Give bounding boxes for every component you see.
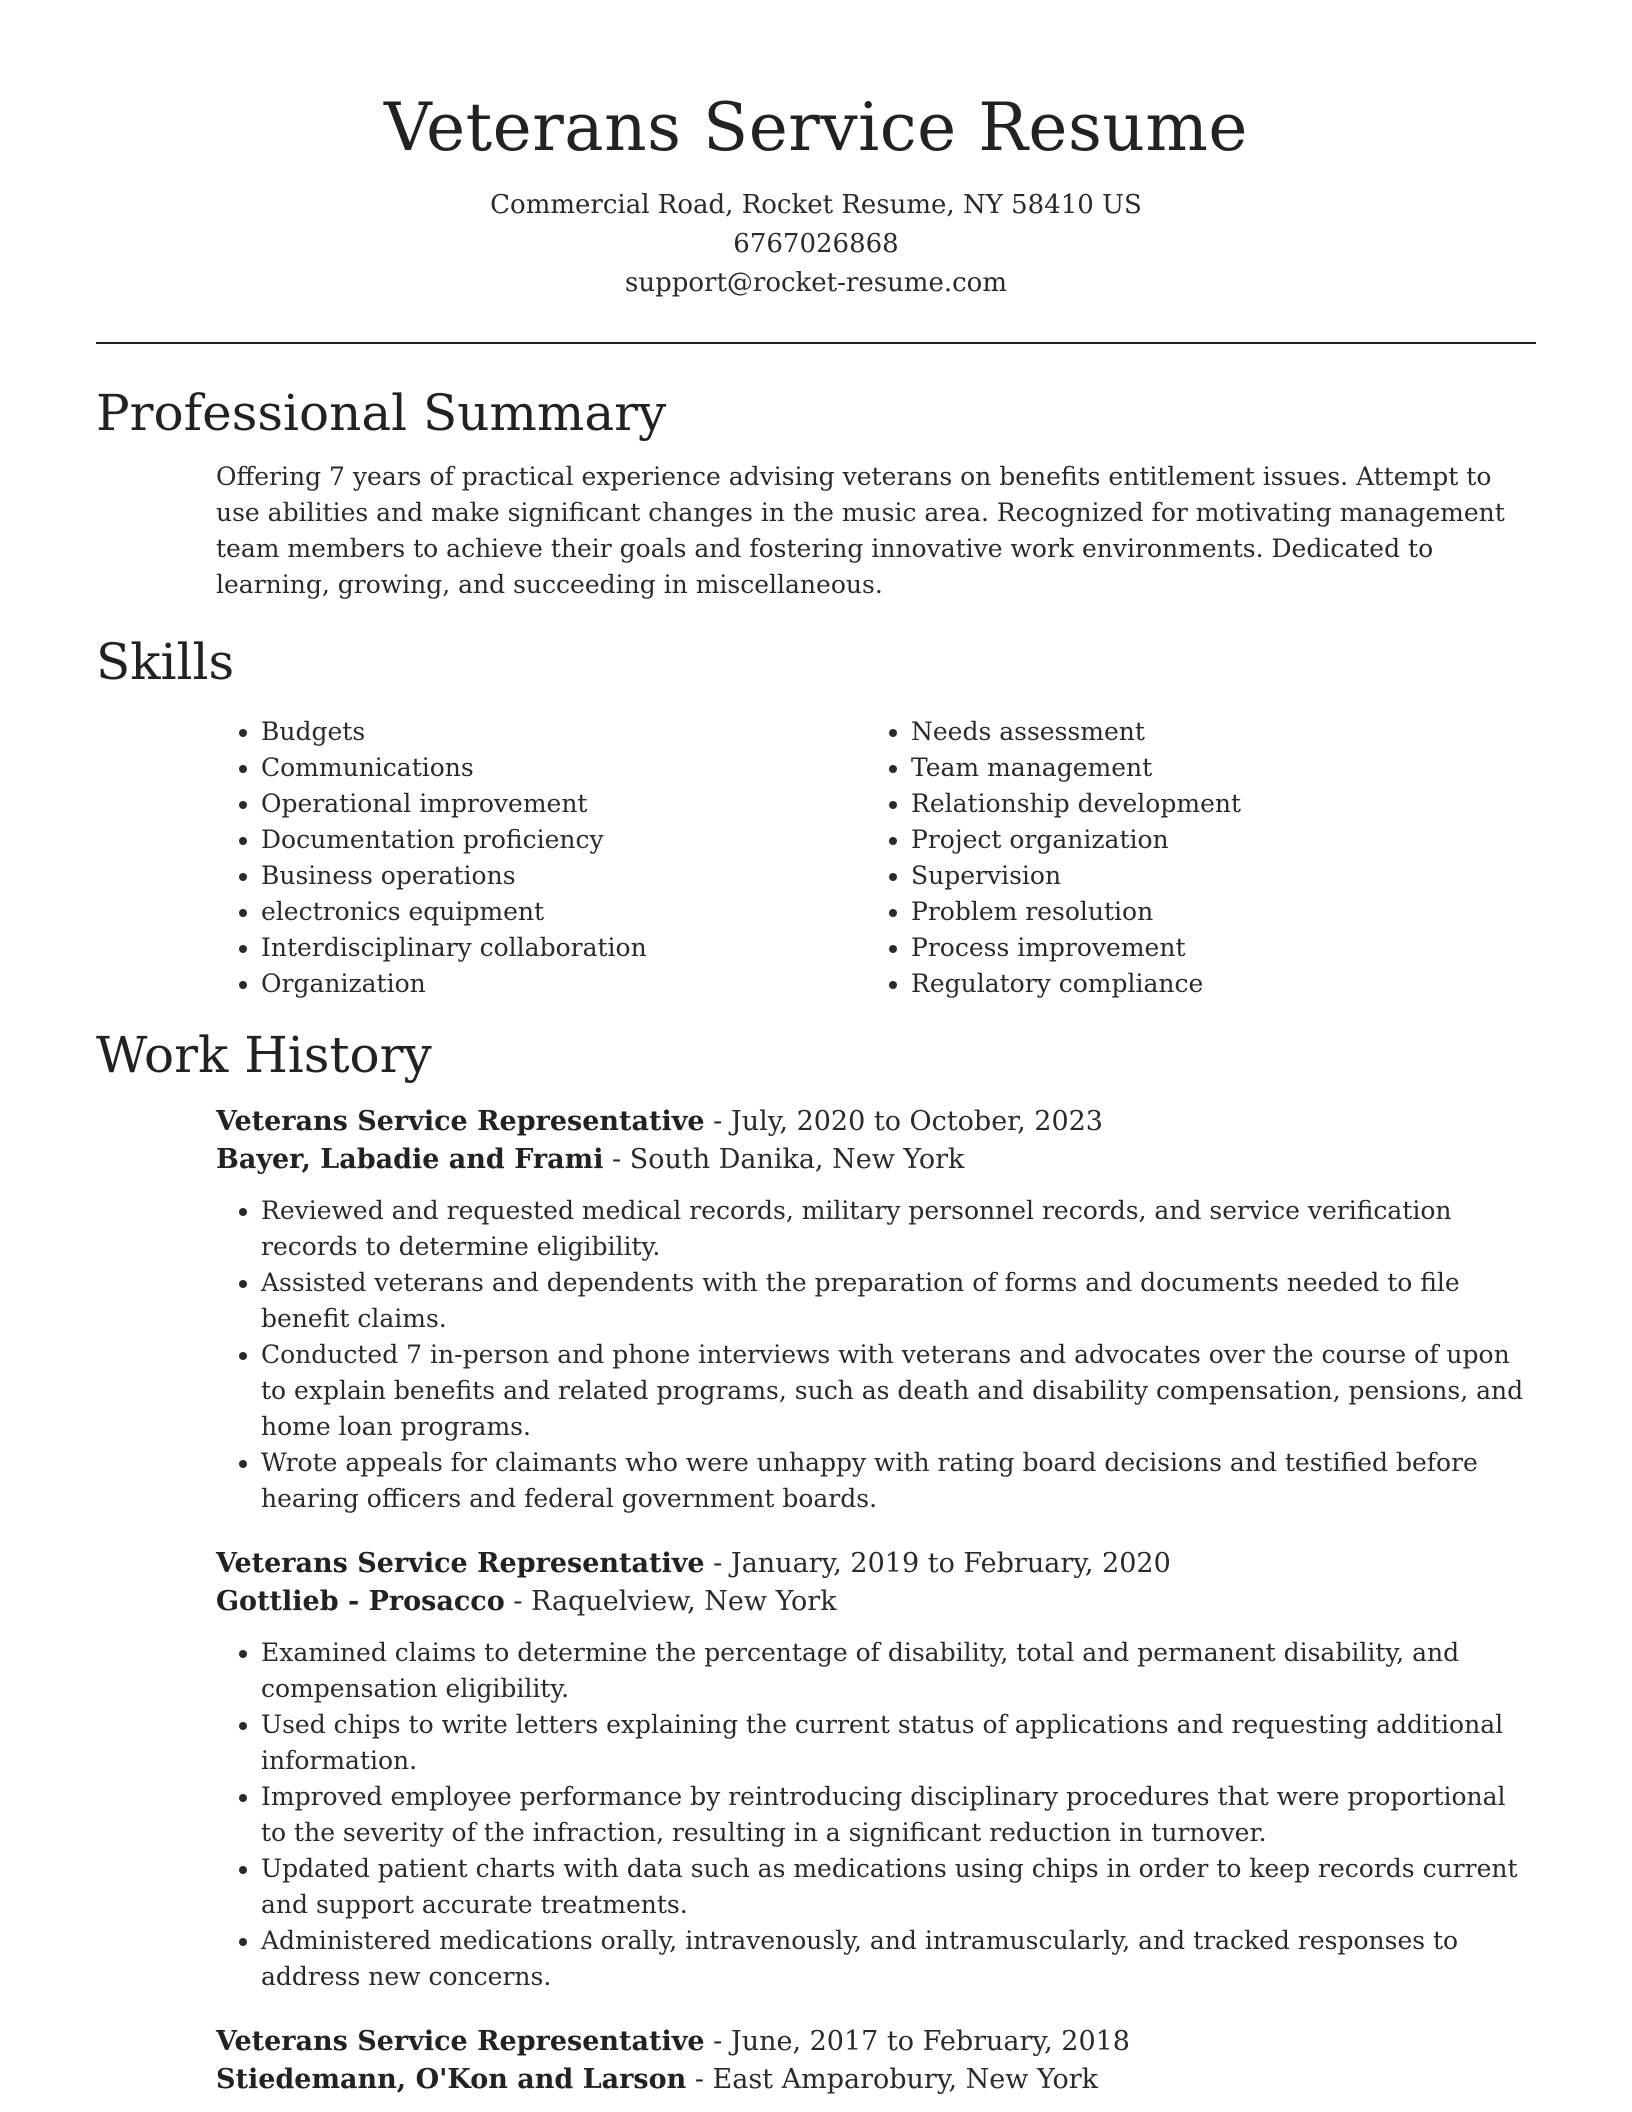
job-entry [216, 1103, 1536, 1517]
skill-item: • Business operations [261, 858, 866, 894]
skill-item: • Project organization [911, 822, 1516, 858]
summary-text: Offering 7 years of practical experience advising veterans on benefits entitlement issues. Attempt to use abilities and make significant changes in the music area. Recognized for motivating management team members to achieve their goals and fostering innovative work environments. Dedicated to learning, growing, and succeeding in miscellaneous. [216, 462, 1505, 599]
job-company: Gottlieb - Prosacco [216, 1586, 505, 1617]
contact-email: support@rocket-resume.com [624, 268, 1007, 298]
skills-column-right [866, 714, 1516, 1002]
skill-item: • Interdisciplinary collaboration [261, 930, 866, 966]
job-location: - East Amparobury, New York [686, 2064, 1098, 2095]
skill-item: • Problem resolution [911, 894, 1516, 930]
summary-title: Professional Summary [96, 384, 667, 442]
job-bullet: • Updated patient charts with data such as medications using chips in order to keep records current and support accurate treatments. [261, 1851, 1536, 1923]
header-divider [96, 342, 1536, 344]
work-history-body [216, 1103, 1536, 2099]
skill-item: • Documentation proficiency [261, 822, 866, 858]
job-location: - Raquelview, New York [504, 1586, 837, 1617]
candidate-name: Veterans Service Resume [384, 89, 1248, 166]
contact-address: Commercial Road, Rocket Resume, NY 58410 US [490, 190, 1142, 220]
skill-item: • Budgets [261, 714, 866, 750]
job-bullets [216, 1635, 1536, 1995]
job-dates: - July, 2020 to October, 2023 [704, 1106, 1103, 1137]
skill-item: • Process improvement [911, 930, 1516, 966]
job-role: Veterans Service Representative [216, 1548, 705, 1579]
job-company-line [216, 1141, 1536, 1179]
job-bullet: • Wrote appeals for claimants who were unhappy with rating board decisions and testified before hearing officers and federal government boards. [261, 1445, 1536, 1517]
job-company-line [216, 1583, 1536, 1621]
job-role-line [216, 1545, 1536, 1583]
job-role: Veterans Service Representative [216, 1106, 705, 1137]
job-company: Bayer, Labadie and Frami [216, 1144, 604, 1175]
skill-item: • Regulatory compliance [911, 966, 1516, 1002]
skill-item: • Team management [911, 750, 1516, 786]
work-history-section [96, 1025, 1536, 2112]
job-bullets [216, 1193, 1536, 1517]
job-entry [216, 2023, 1536, 2099]
job-bullet: • Examined claims to determine the percentage of disability, total and permanent disability, and compensation eligibility. [261, 1635, 1536, 1707]
job-bullet: • Administered medications orally, intravenously, and intramuscularly, and tracked responses to address new concerns. [261, 1923, 1536, 1995]
job-dates: - June, 2017 to February, 2018 [704, 2026, 1130, 2057]
job-bullet: • Conducted 7 in-person and phone interviews with veterans and advocates over the course of upon to explain benefits and related programs, such as death and disability compensation, pensions, and home loan programs. [261, 1337, 1536, 1445]
resume-header [0, 0, 1632, 303]
skill-item: • Needs assessment [911, 714, 1516, 750]
skill-item: • Relationship development [911, 786, 1516, 822]
skill-item: • electronics equipment [261, 894, 866, 930]
job-dates: - January, 2019 to February, 2020 [704, 1548, 1171, 1579]
job-bullet: • Assisted veterans and dependents with the preparation of forms and documents needed to file benefit claims. [261, 1265, 1536, 1337]
job-role-line [216, 2023, 1536, 2061]
skills-title: Skills [96, 633, 235, 691]
contact-info [0, 186, 1632, 303]
job-bullet: • Improved employee performance by reintroducing disciplinary procedures that were proportional to the severity of the infraction, resulting in a significant reduction in turnover. [261, 1779, 1536, 1851]
job-role: Veterans Service Representative [216, 2026, 705, 2057]
skills-columns [216, 714, 1536, 1002]
skill-item: • Supervision [911, 858, 1516, 894]
skills-section [96, 632, 1536, 1002]
job-entry [216, 1545, 1536, 1995]
job-company-line [216, 2061, 1536, 2099]
contact-phone: 6767026868 [733, 229, 899, 259]
skills-column-left [216, 714, 866, 1002]
job-bullet: • Used chips to write letters explaining the current status of applications and requesting additional information. [261, 1707, 1536, 1779]
job-bullet: • Reviewed and requested medical records, military personnel records, and service verification records to determine eligibility. [261, 1193, 1536, 1265]
summary-section [96, 383, 1536, 603]
skill-item: • Communications [261, 750, 866, 786]
skills-list-right [866, 714, 1516, 1002]
job-location: - South Danika, New York [603, 1144, 965, 1175]
job-company: Stiedemann, O'Kon and Larson [216, 2064, 687, 2095]
skills-list-left [216, 714, 866, 1002]
work-history-title: Work History [96, 1026, 432, 1084]
job-role-line [216, 1103, 1536, 1141]
skill-item: • Organization [261, 966, 866, 1002]
skill-item: • Operational improvement [261, 786, 866, 822]
